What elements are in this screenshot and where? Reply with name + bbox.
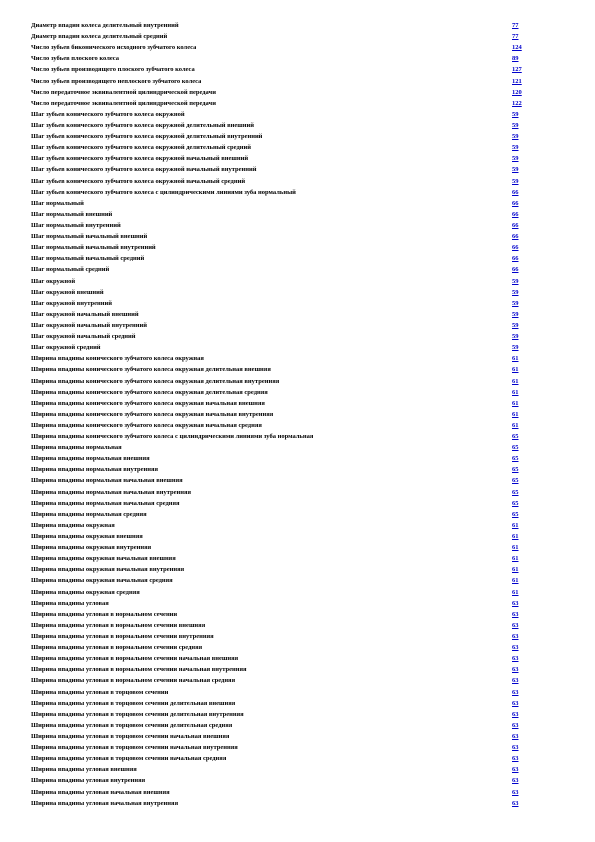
page-link[interactable]: 59 [512,144,519,152]
page-link[interactable]: 59 [512,166,519,174]
index-term: Ширина впадины угловая в торцовом сечении начальная внешняя [31,733,230,740]
index-term: Ширина впадины угловая в торцовом сечении делительная внешняя [31,699,236,707]
index-entry [31,687,531,698]
page-link[interactable]: 63 [512,788,519,796]
page-link[interactable]: 120 [512,88,522,96]
index-term: Ширина впадины нормальная внешняя [31,455,150,463]
index-term: Шаг окружной начальный средний [31,333,136,341]
index-term: Число зубьев плоского колеса [31,55,120,63]
page-link[interactable]: 66 [512,221,519,229]
index-entry [31,120,531,131]
index-term: Число зубьев производящего неплоского зубчатого колеса [31,77,202,85]
page-link[interactable]: 65 [512,433,519,441]
index-term: Ширина впадины окружная начальная внутренняя [31,566,185,574]
index-term: Ширина впадины угловая в торцовом сечении [31,688,169,696]
index-term: Ширина впадины угловая внешняя [31,766,137,774]
index-term: Шаг окружной средний [31,344,101,352]
page-link[interactable]: 121 [512,77,522,85]
page-link[interactable]: 77 [512,33,519,41]
index-term: Ширина впадины угловая начальная внутренняя [31,799,179,807]
index-entry [31,709,531,720]
page-link[interactable]: 63 [512,655,519,663]
index-term: Шаг нормальный внешний [31,210,113,218]
index-entry [31,164,531,175]
index-term: Ширина впадины угловая в торцовом сечении начальная внутренняя [31,744,238,752]
page-link[interactable]: 66 [512,210,519,218]
page-link[interactable]: 63 [512,699,519,707]
index-entry [31,442,531,453]
page-link[interactable]: 63 [512,744,519,752]
page-link[interactable]: 65 [512,499,519,507]
page-link[interactable]: 63 [512,799,519,807]
index-term: Ширина впадины конического зубчатого колеса окружная начальная средняя [31,421,262,429]
index-term: Шаг нормальный средний [31,266,110,274]
index-term: Шаг зубьев конического зубчатого колеса окружной делительный средний [31,144,251,152]
index-term: Шаг нормальный начальный внешний [31,233,148,241]
index-term: Ширина впадины окружная средняя [31,588,140,596]
page-link[interactable]: 63 [512,677,519,685]
index-entry [31,631,531,642]
page-link[interactable]: 66 [512,244,519,252]
page-link[interactable]: 61 [512,577,519,585]
page-link[interactable]: 61 [512,410,519,418]
index-term: Шаг окружной внешний [31,288,104,296]
page-link[interactable]: 65 [512,477,519,485]
index-term: Ширина впадины угловая в нормальном сечении средняя [31,644,203,652]
index-entry [31,731,531,742]
index-entry [31,376,531,387]
index-entry [31,20,531,31]
page-link[interactable]: 122 [512,99,522,107]
page-link[interactable]: 66 [512,233,519,241]
index-term: Число передаточное эквивалентной цилиндрической передачи [31,88,216,96]
page-link[interactable]: 77 [512,22,519,29]
index-entry [31,142,531,153]
page-link[interactable]: 63 [512,633,519,641]
index-term: Ширина впадины угловая в торцовом сечении делительная внутренняя [31,710,244,718]
page-link[interactable]: 59 [512,110,519,118]
index-entry [31,276,531,287]
index-entry [31,764,531,775]
index-term: Шаг зубьев конического зубчатого колеса окружной делительный внутренний [31,133,263,141]
page-link[interactable]: 66 [512,188,519,196]
page-link[interactable]: 59 [512,121,519,129]
index-term: Ширина впадины угловая [31,599,109,607]
index-entry [31,664,531,675]
page-link[interactable]: 127 [512,66,522,74]
page-link[interactable]: 59 [512,333,519,341]
index-entry [31,564,531,575]
page-link[interactable]: 59 [512,133,519,141]
page-link[interactable]: 63 [512,621,519,629]
index-term: Ширина впадины угловая в нормальном сечении [31,610,178,618]
index-entry [31,642,531,653]
index-entry [31,331,531,342]
page-link[interactable]: 65 [512,455,519,463]
index-entry [31,542,531,553]
index-entry [31,620,531,631]
index-entry [31,131,531,142]
index-entry [31,698,531,709]
index-entry [31,42,531,53]
page-link[interactable]: 63 [512,766,519,774]
index-term: Ширина впадины угловая в нормальном сечении внутренняя [31,633,214,641]
page-link[interactable]: 61 [512,377,519,385]
index-term: Шаг зубьев конического зубчатого колеса окружной делительный внешний [31,121,255,129]
page-link[interactable]: 59 [512,277,519,285]
index-entry [31,187,531,198]
index-term: Шаг нормальный [31,199,84,207]
page-link[interactable]: 61 [512,555,519,563]
index-entry [31,353,531,364]
index-term: Ширина впадины окружная начальная средняя [31,577,173,585]
index-term: Шаг зубьев конического зубчатого колеса окружной начальный внешний [31,155,249,163]
page-link[interactable]: 59 [512,177,519,185]
index-term: Ширина впадины нормальная начальная внешняя [31,477,183,485]
index-term: Шаг окружной начальный внешний [31,310,139,318]
page-link[interactable]: 89 [512,55,519,63]
index-entry [31,587,531,598]
index-entry [31,453,531,464]
page-link[interactable]: 124 [512,44,522,52]
index-entry [31,176,531,187]
page-link[interactable]: 61 [512,566,519,574]
index-entry [31,153,531,164]
index-term: Ширина впадины угловая в нормальном сечении начальная внешняя [31,655,239,663]
index-entry [31,242,531,253]
page-link[interactable]: 59 [512,310,519,318]
index-entry [31,309,531,320]
index-term: Шаг зубьев конического зубчатого колеса окружной начальный внутренний [31,166,257,174]
index-term: Ширина впадины окружная внутренняя [31,544,152,552]
index-term: Ширина впадины конического зубчатого колеса окружная делительная средняя [31,388,268,396]
index-entry [31,487,531,498]
page-link[interactable]: 63 [512,610,519,618]
index-term: Ширина впадины конического зубчатого колеса с цилиндрическими линиями зуба нормальная [31,433,314,441]
page-link[interactable]: 63 [512,644,519,652]
index-term: Шаг окружной внутренний [31,299,112,307]
index-entry [31,675,531,686]
page-link[interactable]: 59 [512,288,519,296]
index-term: Ширина впадины конического зубчатого колеса окружная начальная внутренняя [31,410,274,418]
index-entry [31,98,531,109]
page-link[interactable]: 59 [512,299,519,307]
index-entry [31,264,531,275]
page-link[interactable]: 61 [512,533,519,541]
index-term: Диаметр впадин колеса делительный средний [31,33,168,41]
index-entry [31,775,531,786]
index-entry [31,64,531,75]
page-link[interactable]: 59 [512,344,519,352]
index-term: Шаг зубьев конического зубчатого колеса с цилиндрическими линиями зуба нормальный [31,188,296,196]
index-term: Ширина впадины угловая в нормальном сечении начальная средняя [31,677,236,685]
index-entry [31,420,531,431]
index-entry [31,253,531,264]
page-link[interactable]: 63 [512,733,519,740]
index-entry [31,598,531,609]
page-link[interactable]: 59 [512,321,519,329]
index-entry [31,720,531,731]
page-link[interactable]: 61 [512,588,519,596]
index-entry [31,87,531,98]
index-entry [31,387,531,398]
page-link[interactable]: 63 [512,599,519,607]
index-term: Шаг окружной [31,277,76,285]
index-entry [31,109,531,120]
index-entry [31,475,531,486]
index-term: Ширина впадины угловая начальная внешняя [31,788,170,796]
index-entry [31,398,531,409]
index-entry [31,742,531,753]
page-link[interactable]: 61 [512,421,519,429]
page-link[interactable]: 65 [512,444,519,452]
page-link[interactable]: 61 [512,544,519,552]
index-entry [31,553,531,564]
page-link[interactable]: 63 [512,777,519,785]
index-entry [31,753,531,764]
index-term: Число передаточное эквивалентной цилиндрической передачи [31,99,216,107]
index-entry [31,520,531,531]
page-link[interactable]: 63 [512,721,519,729]
index-entry [31,609,531,620]
index-entry [31,231,531,242]
index-entry [31,76,531,87]
index-term: Число зубьев биконического исходного зубчатого колеса [31,44,197,52]
index-entry [31,342,531,353]
index-term: Шаг зубьев конического зубчатого колеса окружной начальный средний [31,177,246,185]
index-term: Ширина впадины угловая в торцовом сечении начальная средняя [31,755,227,763]
index-term: Ширина впадины нормальная начальная средняя [31,499,180,507]
page-link[interactable]: 61 [512,399,519,407]
index-term: Ширина впадины окружная начальная внешняя [31,555,176,563]
index-term: Ширина впадины угловая в торцовом сечении делительная средняя [31,721,233,729]
index-term: Ширина впадины нормальная начальная внутренняя [31,488,191,496]
page-link[interactable]: 66 [512,266,519,274]
page-link[interactable]: 63 [512,710,519,718]
index-term: Ширина впадины конического зубчатого колеса окружная [31,355,204,363]
index-term: Шаг зубьев конического зубчатого колеса окружной [31,110,185,118]
index-term: Ширина впадины угловая в нормальном сечении начальная внутренняя [31,666,247,674]
index-term: Шаг нормальный внутренний [31,221,121,229]
index-term: Ширина впадины окружная внешняя [31,533,143,541]
index-entry [31,431,531,442]
index-entry [31,287,531,298]
index-term: Шаг нормальный начальный средний [31,255,145,263]
index-entry [31,653,531,664]
index-term: Ширина впадины угловая в нормальном сечении внешняя [31,621,206,629]
index-entry [31,798,531,809]
index-list [31,20,531,809]
page-link[interactable]: 61 [512,521,519,529]
page-link[interactable]: 61 [512,355,519,363]
index-entry [31,198,531,209]
index-entry [31,209,531,220]
index-term: Ширина впадины угловая внутренняя [31,777,146,785]
page-link[interactable]: 63 [512,755,519,763]
index-entry [31,787,531,798]
page-link[interactable]: 61 [512,366,519,374]
index-entry [31,531,531,542]
index-entry [31,464,531,475]
index-entry [31,320,531,331]
page-link[interactable]: 65 [512,510,519,518]
page-link[interactable]: 66 [512,199,519,207]
index-entry [31,220,531,231]
page-link[interactable]: 59 [512,155,519,163]
page-link[interactable]: 65 [512,488,519,496]
index-entry [31,575,531,586]
index-entry [31,409,531,420]
index-entry [31,298,531,309]
index-term: Ширина впадины конического зубчатого колеса окружная делительная внутренняя [31,377,280,385]
index-entry [31,498,531,509]
index-term: Число зубьев производящего плоского зубчатого колеса [31,66,195,74]
page-link[interactable]: 65 [512,466,519,474]
page-link[interactable]: 66 [512,255,519,263]
index-term: Ширина впадины конического зубчатого колеса окружная делительная внешняя [31,366,271,374]
index-term: Шаг окружной начальный внутренний [31,321,147,329]
index-term: Ширина впадины нормальная внутренняя [31,466,159,474]
index-entry [31,31,531,42]
index-term: Ширина впадины окружная [31,521,115,529]
index-entry [31,53,531,64]
index-term: Диаметр впадин колеса делительный внутренний [31,22,179,29]
index-term: Шаг нормальный начальный внутренний [31,244,156,252]
page-link[interactable]: 63 [512,666,519,674]
index-entry [31,509,531,520]
index-term: Ширина впадины конического зубчатого колеса окружная начальная внешняя [31,399,265,407]
index-term: Ширина впадины нормальная средняя [31,510,147,518]
index-term: Ширина впадины нормальная [31,444,122,452]
page-link[interactable]: 61 [512,388,519,396]
page-link[interactable]: 63 [512,688,519,696]
index-entry [31,364,531,375]
